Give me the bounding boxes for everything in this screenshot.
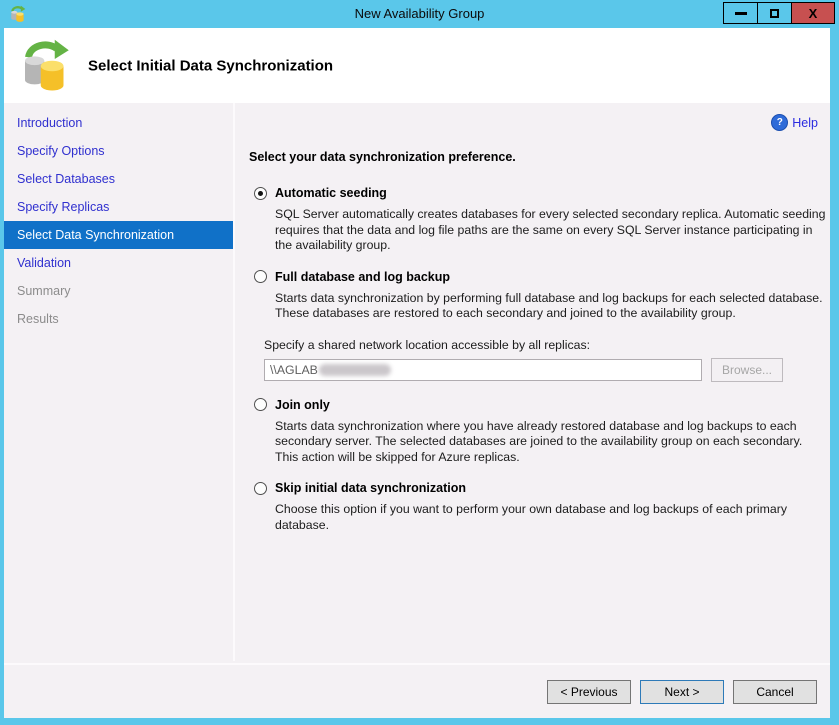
sidebar-item-results: Results bbox=[17, 312, 59, 326]
option-label[interactable]: Automatic seeding bbox=[275, 186, 387, 200]
sidebar-item-specify-replicas[interactable]: Specify Replicas bbox=[17, 200, 110, 214]
minimize-button[interactable] bbox=[723, 2, 758, 24]
window-title: New Availability Group bbox=[354, 6, 485, 21]
wizard-frame bbox=[4, 28, 830, 718]
browse-button[interactable]: Browse... bbox=[711, 358, 783, 382]
radio-skip-sync[interactable] bbox=[254, 482, 267, 495]
network-location-field-block bbox=[264, 338, 830, 382]
cancel-button[interactable]: Cancel bbox=[733, 680, 817, 704]
maximize-icon bbox=[770, 9, 779, 18]
titlebar bbox=[0, 0, 839, 28]
maximize-button[interactable] bbox=[757, 2, 792, 24]
option-automatic-seeding bbox=[235, 185, 830, 254]
help-link[interactable] bbox=[771, 114, 818, 131]
option-full-backup bbox=[235, 269, 830, 382]
sidebar-item-select-data-synchronization[interactable]: Select Data Synchronization bbox=[4, 221, 233, 249]
wizard-content bbox=[235, 103, 830, 661]
next-button[interactable]: Next > bbox=[640, 680, 724, 704]
option-full-backup-head[interactable] bbox=[254, 269, 830, 285]
option-description: Choose this option if you want to perform your own database and log backups of each primary database. bbox=[275, 502, 787, 532]
window-controls bbox=[724, 2, 835, 24]
option-description: Starts data synchronization where you have already restored database and log backups to each secondary server. The selected databases are joined to the availability group on each secondary. This action will be skipped for Azure replicas. bbox=[275, 418, 803, 464]
option-join-only-head[interactable] bbox=[254, 397, 830, 413]
close-icon: X bbox=[808, 5, 818, 21]
option-label[interactable]: Join only bbox=[275, 397, 330, 412]
option-label[interactable]: Skip initial data synchronization bbox=[275, 481, 467, 495]
option-join-only bbox=[235, 397, 830, 466]
sidebar-item-select-databases[interactable]: Select Databases bbox=[17, 172, 115, 186]
sidebar-item-validation[interactable]: Validation bbox=[17, 256, 71, 270]
wizard-header bbox=[4, 28, 830, 103]
option-description: Starts data synchronization by performing full database and log backups for each selected database. These databases are restored to each secondary and joined to the availability group. bbox=[275, 290, 823, 320]
sidebar-item-introduction[interactable]: Introduction bbox=[17, 116, 83, 130]
radio-join-only[interactable] bbox=[254, 398, 267, 411]
network-location-label: Specify a shared network location accessible by all replicas: bbox=[264, 337, 591, 352]
page-title: Select Initial Data Synchronization bbox=[88, 57, 334, 74]
previous-button[interactable]: < Previous bbox=[547, 680, 631, 704]
redacted-text bbox=[319, 364, 391, 376]
option-label[interactable]: Full database and log backup bbox=[275, 269, 451, 284]
radio-automatic-seeding[interactable] bbox=[254, 187, 267, 200]
wizard-footer bbox=[4, 663, 830, 718]
option-description: SQL Server automatically creates databases for every selected secondary replica. Automatic seeding requires that the data and log file paths are the same on every SQL Server instance participating in the availability group. bbox=[275, 207, 826, 252]
network-location-value: \\AGLAB bbox=[270, 362, 318, 377]
option-skip-sync-head[interactable] bbox=[254, 480, 830, 496]
option-skip-sync bbox=[235, 480, 830, 533]
radio-full-backup[interactable] bbox=[254, 270, 267, 283]
help-label: Help bbox=[792, 115, 818, 130]
sidebar-item-summary: Summary bbox=[17, 284, 71, 298]
wizard-steps-sidebar bbox=[4, 103, 233, 661]
help-icon: ? bbox=[771, 114, 788, 131]
option-automatic-seeding-head[interactable] bbox=[254, 185, 830, 201]
sidebar-item-specify-options[interactable]: Specify Options bbox=[17, 144, 105, 158]
sync-preference-heading: Select your data synchronization preference. bbox=[249, 150, 516, 164]
database-sync-icon bbox=[18, 38, 74, 94]
network-location-input[interactable] bbox=[264, 359, 702, 381]
close-button[interactable] bbox=[791, 2, 835, 24]
minimize-icon bbox=[735, 12, 747, 15]
